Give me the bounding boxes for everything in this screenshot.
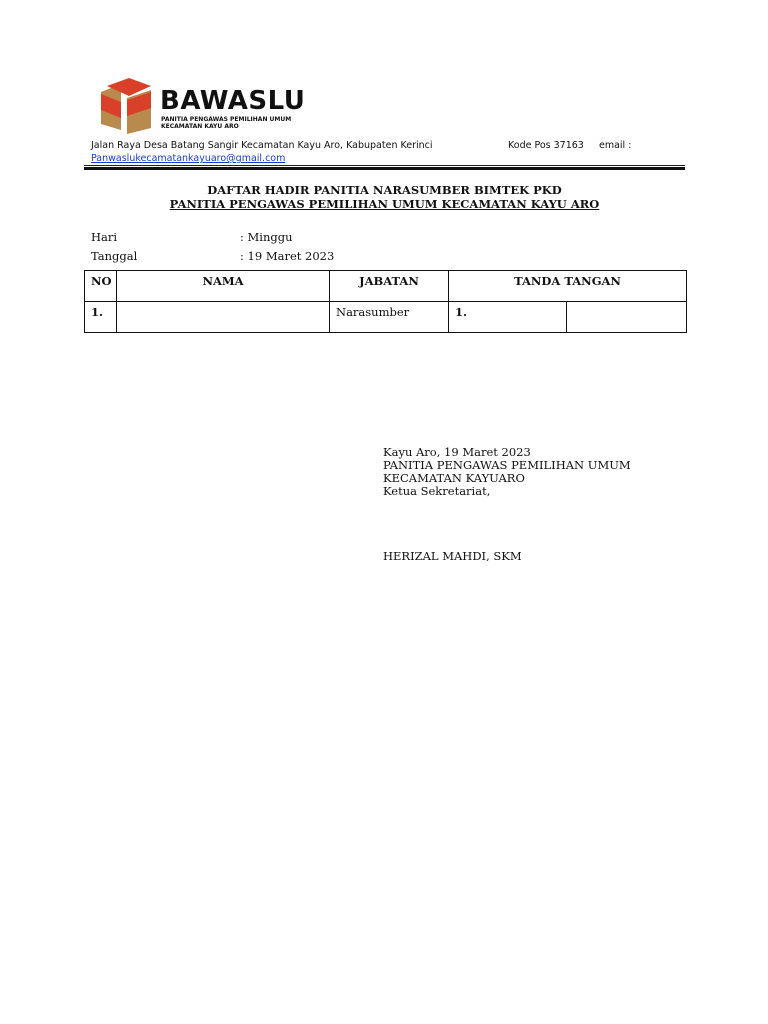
table-row [85,302,687,333]
row-no: 1. [85,302,117,333]
bawaslu-logo [97,78,322,136]
ballot-box-icon [97,78,155,136]
header-no: NO [85,271,117,302]
row-nama [117,302,330,333]
hari-value: : Minggu [240,230,293,244]
row-jabatan: Narasumber [330,302,449,333]
table-header-row [85,271,687,302]
tanggal-value: : 19 Maret 2023 [240,249,335,263]
address-text: Jalan Raya Desa Batang Sangir Kecamatan Kayu Aro, Kabupaten Kerinci [91,140,433,151]
document-subtitle [84,197,685,211]
logo-subtitle-line2: KECAMATAN KAYU ARO [161,123,239,130]
logo-subtitle-line1: PANITIA PENGAWAS PEMILIHAN UMUM [161,116,292,123]
document-subtitle-text: PANITIA PENGAWAS PEMILIHAN UMUM KECAMATAN KAYU ARO [169,197,600,211]
signature-org-line1: PANITIA PENGAWAS PEMILIHAN UMUM [383,458,631,472]
tanggal-label: Tanggal [91,249,138,263]
signature-place-date: Kayu Aro, 19 Maret 2023 [383,445,531,459]
document-title: DAFTAR HADIR PANITIA NARASUMBER BIMTEK PKD [207,183,562,197]
attendance-table [84,270,687,333]
signatory-name: HERIZAL MAHDI, SKM [383,549,522,563]
address-line [91,140,632,152]
header-tanda-tangan: TANDA TANGAN [449,271,687,302]
header-nama: NAMA [117,271,330,302]
signature-org-line2: KECAMATAN KAYUARO [383,471,525,485]
logo-wordmark: BAWASLU [160,86,306,116]
row-ttd-blank [567,302,687,333]
header-divider-thin [84,165,685,166]
hari-label: Hari [91,230,118,244]
signature-role: Ketua Sekretariat, [383,484,491,498]
row-ttd-number: 1. [449,302,567,333]
header-jabatan: JABATAN [330,271,449,302]
postal-code: Kode Pos 37163 [508,140,584,151]
email-label: email : [599,140,632,151]
email-link[interactable]: Panwaslukecamatankayuaro@gmail.com [91,153,286,164]
header-divider-thick [84,167,685,170]
